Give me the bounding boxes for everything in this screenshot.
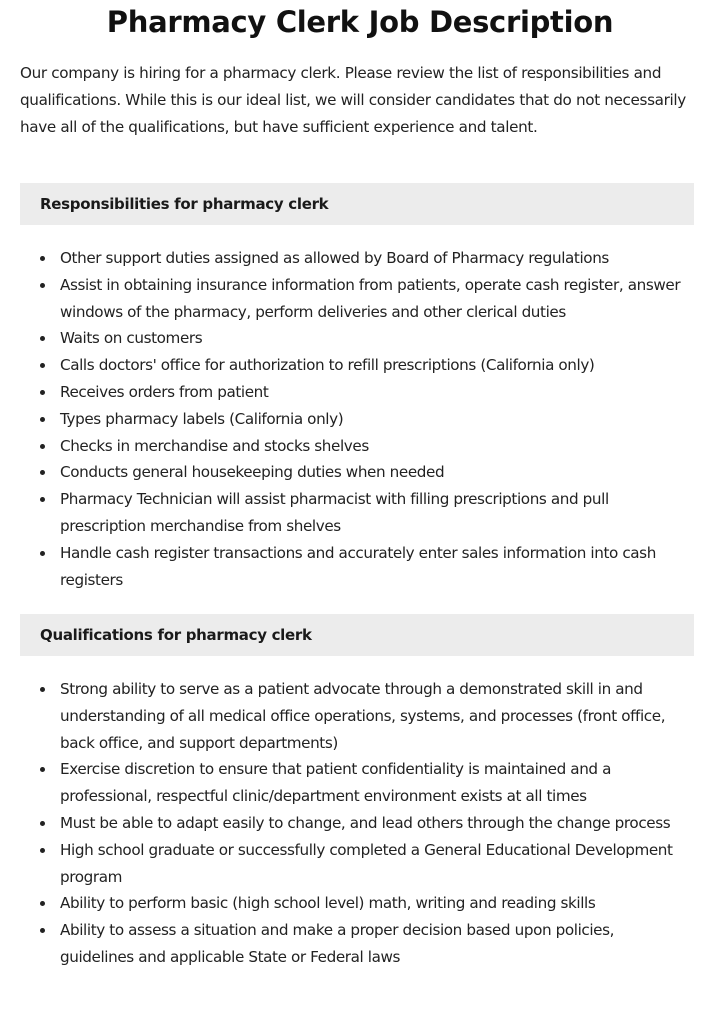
- list-item: [0, 379, 700, 406]
- list-item-text: Types pharmacy labels (California only): [60, 409, 344, 428]
- list-item: [0, 433, 700, 460]
- responsibilities-list: [0, 245, 700, 593]
- list-item-text: Receives orders from patient: [60, 382, 269, 401]
- bullet-icon: [40, 901, 45, 906]
- bullet-icon: [40, 417, 45, 422]
- responsibilities-heading: Responsibilities for pharmacy clerk: [40, 195, 329, 213]
- qualifications-header: [20, 614, 694, 656]
- bullet-icon: [40, 821, 45, 826]
- list-item-text: Ability to assess a situation and make a proper decision based upon policies, guidelines and applicable State or Federal laws: [60, 921, 615, 966]
- list-item: [0, 325, 700, 352]
- list-item-text: Waits on customers: [60, 329, 203, 348]
- list-item: [0, 272, 700, 326]
- intro-paragraph: Our company is hiring for a pharmacy clerk. Please review the list of responsibilities and qualifications. While this is our ideal list, we will consider candidates that do not necessarily have all of the qualifications, but have sufficient experience and talent.: [20, 64, 686, 136]
- list-item: [0, 459, 700, 486]
- list-item-text: Assist in obtaining insurance information from patients, operate cash register, answer windows of the pharmacy, perform deliveries and other clerical duties: [60, 275, 681, 321]
- list-item: [0, 810, 700, 837]
- bullet-icon: [40, 444, 45, 449]
- bullet-icon: [40, 283, 45, 288]
- list-item: [0, 676, 700, 756]
- list-item: [0, 352, 700, 379]
- list-item: [0, 245, 700, 272]
- list-item-text: Ability to perform basic (high school level) math, writing and reading skills: [60, 894, 596, 913]
- list-item-text: Checks in merchandise and stocks shelves: [60, 436, 369, 455]
- list-item: [0, 837, 700, 891]
- list-item-text: Exercise discretion to ensure that patient confidentiality is maintained and a professional, respectful clinic/department environment exists at all times: [60, 760, 611, 806]
- bullet-icon: [40, 848, 45, 853]
- list-item-text: Strong ability to serve as a patient advocate through a demonstrated skill in and understanding of all medical office operations, systems, and processes (front office, back office, and support departments): [60, 680, 666, 752]
- list-item-text: Handle cash register transactions and accurately enter sales information into cash registers: [60, 543, 656, 589]
- list-item: [0, 917, 700, 971]
- bullet-icon: [40, 256, 45, 261]
- responsibilities-header: [20, 183, 694, 225]
- list-item: [0, 756, 700, 810]
- list-item-text: High school graduate or successfully completed a General Educational Development program: [60, 840, 673, 886]
- list-item: [0, 486, 700, 540]
- bullet-icon: [40, 497, 45, 502]
- bullet-icon: [40, 928, 45, 933]
- list-item-text: Conducts general housekeeping duties when needed: [60, 463, 445, 482]
- list-item: [0, 890, 700, 917]
- bullet-icon: [40, 767, 45, 772]
- page-title: Pharmacy Clerk Job Description: [106, 5, 614, 39]
- list-item-text: Calls doctors' office for authorization to refill prescriptions (California only): [60, 356, 595, 375]
- bullet-icon: [40, 390, 45, 395]
- qualifications-list: [0, 676, 700, 971]
- bullet-icon: [40, 336, 45, 341]
- qualifications-heading: Qualifications for pharmacy clerk: [40, 626, 312, 644]
- bullet-icon: [40, 687, 45, 692]
- bullet-icon: [40, 363, 45, 368]
- list-item-text: Pharmacy Technician will assist pharmacist with filling prescriptions and pull prescription merchandise from shelves: [60, 490, 609, 535]
- list-item: [0, 540, 700, 594]
- bullet-icon: [40, 470, 45, 475]
- list-item-text: Must be able to adapt easily to change, and lead others through the change process: [60, 813, 671, 832]
- list-item: [0, 406, 700, 433]
- bullet-icon: [40, 551, 45, 556]
- list-item-text: Other support duties assigned as allowed by Board of Pharmacy regulations: [60, 249, 609, 267]
